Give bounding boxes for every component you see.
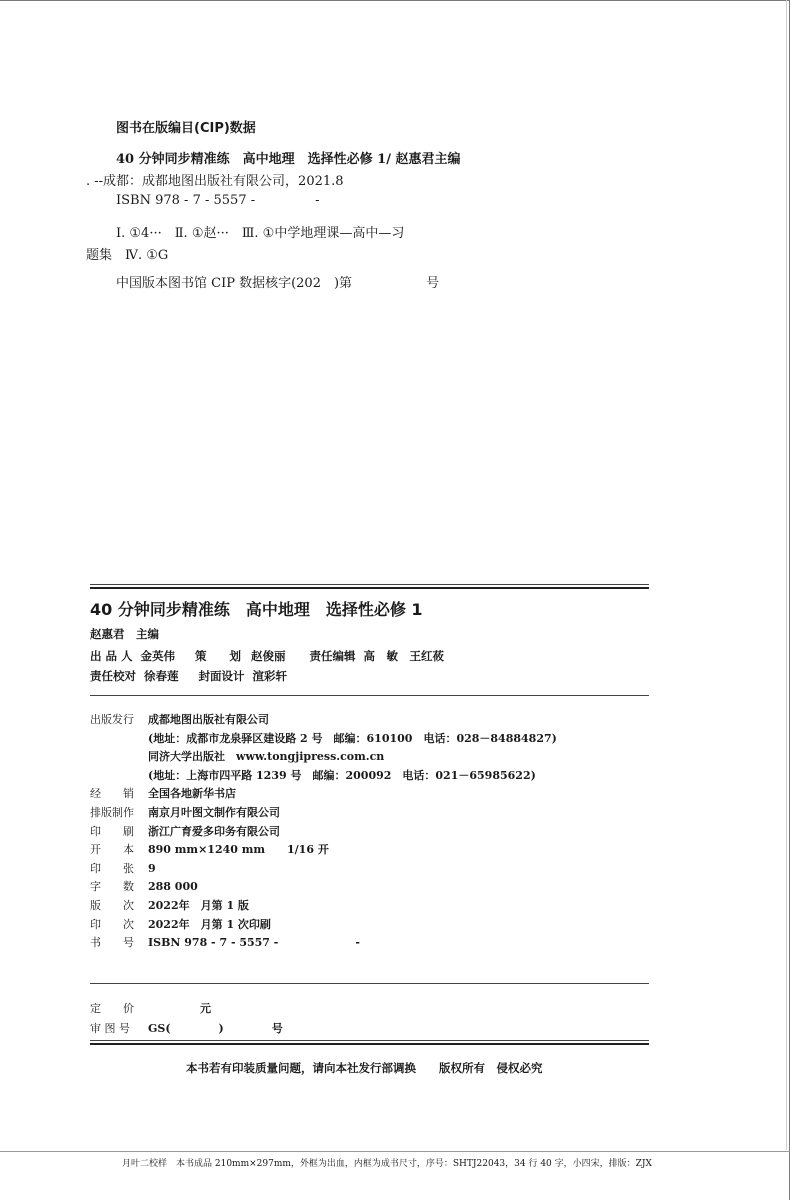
map-approval-row	[90, 1020, 283, 1036]
price-label: 定 价	[90, 1002, 134, 1015]
trim-line-right	[786, 0, 787, 1150]
cip-line-isbn	[116, 193, 320, 208]
book-credits-row	[90, 648, 444, 664]
cip-data-number-suffix: 号	[426, 276, 440, 291]
publication-row-value: 南京月叶图文制作有限公司	[148, 806, 280, 819]
publication-row	[90, 748, 384, 764]
publication-row-value: 同济大学出版社 www.tongjipress.com.cn	[148, 750, 385, 763]
cip-line-classification-cont: 题集 Ⅳ. ①G	[86, 248, 169, 263]
cip-isbn-prefix: ISBN 978 - 7 - 5557 -	[116, 193, 256, 208]
publication-row-label: 开 本	[90, 843, 134, 856]
cip-title: 图书在版编目(CIP)数据	[116, 121, 256, 136]
publication-row	[90, 823, 280, 839]
publication-row-label: 版 次	[90, 899, 134, 912]
publication-row-value: (地址：上海市四平路 1239 号 邮编：200092 电话：021－65985622)	[148, 769, 536, 782]
producer-label: 出 品 人	[90, 649, 133, 663]
cover-designer-label: 封面设计	[198, 669, 245, 683]
publication-row	[90, 841, 329, 857]
book-editor: 赵惠君 主编	[90, 627, 159, 641]
publication-row-label: 印 张	[90, 862, 134, 875]
editor-in-charge-name: 高 敏 王红莜	[363, 649, 445, 663]
publication-row	[90, 878, 198, 894]
publication-row-label: 出版发行	[90, 713, 134, 726]
price-row	[90, 1000, 211, 1016]
publication-row-value: 288 000	[148, 880, 198, 893]
proofreader-name: 徐春莲	[144, 669, 179, 683]
publication-row	[90, 934, 360, 950]
publication-row-label: 印 刷	[90, 825, 134, 838]
map-approval-close: )	[218, 1022, 224, 1035]
map-approval-label: 审 图 号	[90, 1022, 130, 1035]
publication-row-label: 印 次	[90, 918, 134, 931]
proof-footer: 月叶二校样 本书成品 210mm×297mm，外框为出血，内框为成书尺寸，序号：SHTJ22043，34 行 40 字，小四宋，排版：ZJX	[122, 1159, 652, 1169]
price-value: 元	[200, 1002, 211, 1015]
publication-row	[90, 804, 280, 820]
book-proof-row	[90, 668, 287, 684]
trim-line-bottom	[0, 1151, 790, 1152]
publication-row-value: 全国各地新华书店	[148, 787, 236, 800]
rule-top-thick	[90, 587, 649, 589]
publication-row-value: 浙江广育爱多印务有限公司	[148, 825, 280, 838]
publication-row-value: 成都地图出版社有限公司	[148, 713, 269, 726]
cip-line-classification: Ⅰ. ①4··· Ⅱ. ①赵··· Ⅲ. ①中学地理课—高中—习	[116, 226, 405, 241]
publication-row-label: 排版制作	[90, 806, 134, 819]
planner-label: 策 划	[195, 649, 242, 663]
publication-row-value: 890 mm×1240 mm 1/16 开	[148, 843, 329, 856]
publication-row-value: (地址：成都市龙泉驿区建设路 2 号 邮编：610100 电话：028－84884827)	[148, 732, 557, 745]
publication-row-label: 书 号	[90, 936, 134, 949]
cip-line-title: 40 分钟同步精准练 高中地理 选择性必修 1/ 赵惠君主编	[116, 152, 461, 167]
publication-row	[90, 785, 236, 801]
cip-isbn-suffix: -	[315, 193, 320, 208]
cover-designer-name: 渲彩轩	[252, 669, 287, 683]
cip-line-data-number	[116, 272, 439, 291]
cip-line-publisher: . --成都：成都地图出版社有限公司，2021.8	[86, 174, 344, 189]
publication-row	[90, 897, 249, 913]
page-border-top	[0, 0, 790, 1]
publication-row-label: 字 数	[90, 880, 134, 893]
publication-row-label: 经 销	[90, 787, 134, 800]
publication-row	[90, 916, 271, 932]
publication-row	[90, 711, 269, 727]
rule-middle-1	[90, 695, 649, 696]
proofreader-label: 责任校对	[90, 669, 136, 683]
map-approval-suffix: 号	[271, 1022, 283, 1035]
publication-row-value: 2022年 月第 1 次印刷	[148, 918, 271, 931]
producer-name: 金英伟	[140, 649, 176, 663]
publication-row-value: 2022年 月第 1 版	[148, 899, 249, 912]
map-approval-prefix: GS(	[148, 1022, 171, 1035]
copyright-notice: 本书若有印装质量问题，请向本社发行部调换 版权所有 侵权必究	[186, 1061, 543, 1075]
publication-row-value: 9	[148, 862, 156, 875]
rule-bottom-thin	[90, 1040, 649, 1041]
rule-bottom-thick	[90, 1043, 649, 1045]
publication-row	[90, 730, 557, 746]
editor-in-charge-label: 责任编辑	[309, 649, 356, 663]
rule-top-thin	[90, 584, 649, 585]
cip-data-number-prefix: 中国版本图书馆 CIP 数据核字(202 )第	[116, 276, 353, 291]
publication-row-value: ISBN 978 - 7 - 5557 - -	[148, 936, 360, 949]
publication-row	[90, 860, 156, 876]
planner-name: 赵俊丽	[251, 649, 286, 663]
publication-row	[90, 767, 536, 783]
book-title: 40 分钟同步精准练 高中地理 选择性必修 1	[90, 600, 423, 619]
rule-middle-2	[90, 983, 649, 984]
